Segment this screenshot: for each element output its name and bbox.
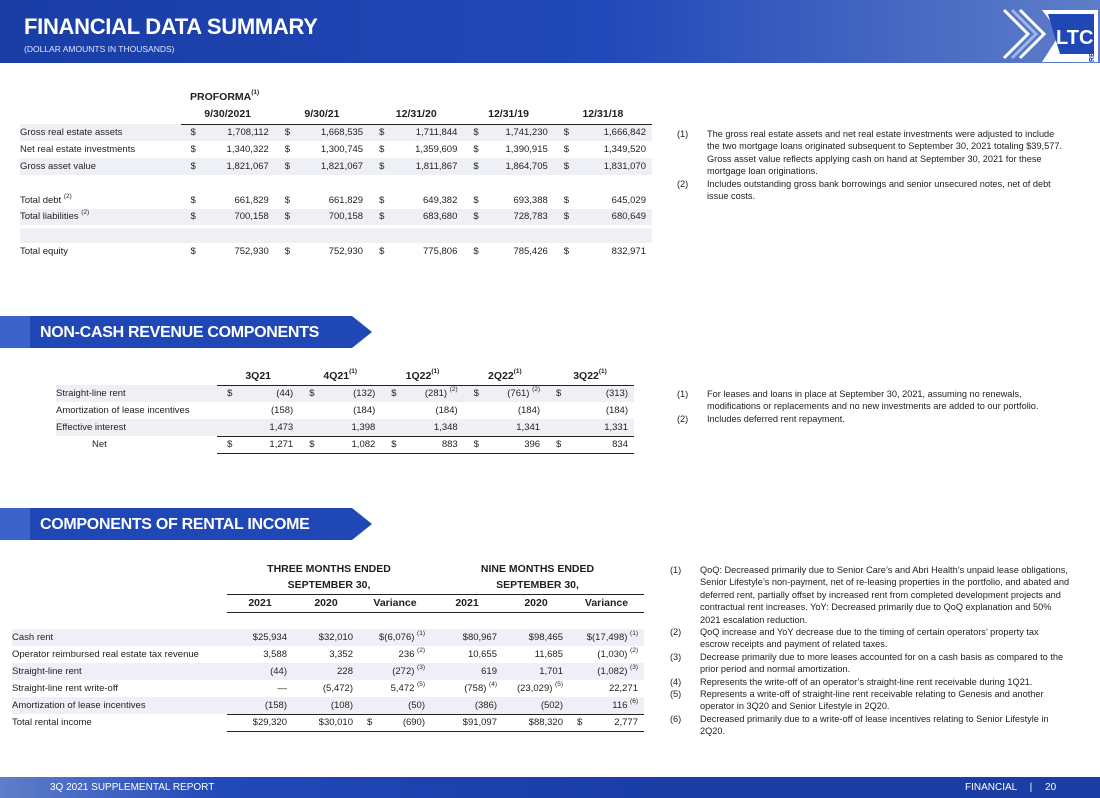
summary-footnotes (677, 128, 1069, 202)
summary-header-row (20, 104, 652, 124)
footnote: (4) Represents the write-off of an operator’s straight-line rent receivable during 1Q21. (670, 676, 1033, 687)
row-label: Gross asset value (20, 161, 97, 172)
footnote: (2) QoQ increase and YoY decrease due to the timing of certain operators’ property tax escrow receipts and payment of related taxes. (670, 627, 1039, 650)
three-months-header: THREE MONTHS ENDED (267, 562, 391, 575)
row-label: Straight-line rent write-off (12, 683, 118, 694)
row-label: Operator reimbursed real estate tax revenue (12, 649, 199, 660)
noncash-col-header: 3Q21 (217, 367, 299, 385)
row-label: Effective interest (56, 422, 127, 433)
footnote: (1) QoQ: Decreased primarily due to Senior Care’s and Abri Health’s unpaid lease obligations, Senior Lifestyle’s non-payment, net of re-leasing properties in the portfolio, and abated and deferred rent, partially offset by increased rent from completed development projects and contractual rent increases. YoY: Decreased primarily due to QoQ explanation and 50% 2021 escalation reduction. (670, 565, 1070, 625)
ltc-logo (998, 6, 1098, 62)
page-number: 20 (1045, 782, 1057, 793)
summary-col-header: 12/31/20 (369, 104, 463, 124)
footnote: (1) For leases and loans in place at September 30, 2021, assuming no renewals, modifications or replacements and no new investments are added to our portfolio. (677, 389, 1039, 412)
row-label: Cash rent (12, 632, 54, 643)
table-row: Straight-line rent write-off — (5,472) 5,472 $^{(5)}$ (758) $^{(4)}$ (23,029) $^{(5)}$ 22,271 (12, 680, 644, 697)
table-row: Operator reimbursed real estate tax revenue 3,588 3,352 236 $^{(2)}$ 10,655 11,685 (1,030) $^{(2)}$ (12, 646, 644, 663)
row-label: Total liabilities $^{(2)}$ (20, 209, 90, 223)
table-row: Amortization of lease incentives (158) (108) (50) (386) (502) 116 $^{(6)}$ (12, 697, 644, 714)
table-row: Total liabilities $^{(2)}$ $ 700,158 $ 700,158 $ 683,680 $ 728,783 $ 680,649 (20, 209, 652, 226)
rental-table (12, 560, 644, 732)
noncash-section-banner (0, 316, 372, 348)
rental-header-row (12, 594, 644, 612)
summary-col-header: 9/30/2021 (181, 104, 275, 124)
row-label: Straight-line rent (12, 666, 82, 677)
rental-col-header: 2021 (431, 594, 503, 612)
period-header: SEPTEMBER 30, (227, 577, 431, 594)
rental-section-banner (0, 508, 372, 540)
table-row: Gross real estate assets $ 1,708,112 $ 1,668,535 $ 1,711,844 $ 1,741,230 $ 1,666,842 (20, 124, 652, 141)
table-row: Straight-line rent (44) 228 (272) $^{(3)}$ 619 1,701 (1,082) $^{(3)}$ (12, 663, 644, 680)
noncash-col-header: 1Q22$^{(1)}$ (381, 367, 463, 385)
page-subtitle: (DOLLAR AMOUNTS IN THOUSANDS) (24, 44, 175, 54)
table-row: Total debt $^{(2)}$ $ 661,829 $ 661,829 $ 649,382 $ 693,388 $ 645,029 (20, 192, 652, 209)
period-header: SEPTEMBER 30, (431, 577, 644, 594)
table-row: Net $ 1,271 $ 1,082 $ 883 $ 396 $ 834 (56, 436, 634, 453)
noncash-footnotes (677, 388, 1069, 425)
summary-col-header: 12/31/19 (463, 104, 553, 124)
row-label: Straight-line rent (56, 388, 126, 399)
table-row: Total rental income $29,320 $30,010 $ (690) $91,097 $88,320 $ 2,777 (12, 714, 644, 731)
table-row: Straight-line rent $ (44) $ (132) $ (281) $^{(2)}$ $ (761) $^{(2)}$ $ (313) (56, 385, 634, 402)
row-label: Total rental income (12, 717, 92, 728)
row-label: Total debt $^{(2)}$ (20, 193, 72, 206)
footer-report-title: 3Q 2021 SUPPLEMENTAL REPORT (50, 782, 215, 793)
logo-sub-text: REIT (1089, 46, 1096, 62)
row-label: Net real estate investments (20, 144, 136, 155)
nine-months-header: NINE MONTHS ENDED (480, 562, 595, 575)
table-row: Total equity $ 752,930 $ 752,930 $ 775,806 $ 785,426 $ 832,971 (20, 243, 652, 260)
footnote: (3) Decrease primarily due to more leases accounted for on a cash basis as compared to the prior period and normal amortization. (670, 651, 1064, 675)
summary-table (20, 104, 652, 260)
rental-col-header: 2021 (227, 594, 293, 612)
noncash-header-row (56, 367, 634, 385)
row-label: Total equity (20, 246, 69, 257)
rental-col-header: Variance (359, 594, 431, 612)
rental-col-header: 2020 (293, 594, 359, 612)
table-row: Net real estate investments $ 1,340,322 $ 1,300,745 $ 1,359,609 $ 1,390,915 $ 1,349,520 (20, 141, 652, 158)
summary-col-header: 12/31/18 (554, 104, 652, 124)
footnote: (6) Decreased primarily due to a write-off of lease incentives relating to Senior Lifestyle in 2Q20. (670, 713, 1049, 737)
footnote: (2) Includes outstanding gross bank borrowings and senior unsecured notes, net of debt issue costs. (677, 178, 1051, 202)
footnote: (5) Represents a write-off of straight-line rent receivable relating to Genesis and another operator in 3Q20 and Senior Lifestyle in 2Q20. (670, 689, 1044, 712)
footer-section: FINANCIAL (965, 782, 1017, 793)
noncash-section-title: NON-CASH REVENUE COMPONENTS (40, 324, 320, 341)
table-row: Gross asset value $ 1,821,067 $ 1,821,067 $ 1,811,867 $ 1,864,705 $ 1,831,070 (20, 158, 652, 175)
footnote: (2) Includes deferred rent repayment. (677, 413, 845, 424)
rental-section-title: COMPONENTS OF RENTAL INCOME (40, 516, 310, 533)
row-label: Gross real estate assets (20, 127, 123, 138)
footnote: (1) The gross real estate assets and net real estate investments were adjusted to include the two mortgage loans originated subsequent to September 30, 2021 totaling $39,577. Gross asset value reflects applying cash on hand at September 30, 2021 for these mortgage loan originations. (677, 129, 1062, 177)
row-label: Net (92, 439, 107, 450)
rental-col-header: Variance (569, 594, 644, 612)
logo-text: LTC (1056, 27, 1094, 49)
table-row: Cash rent $25,934 $32,010 $(6,076) $^{(1)}$ $80,967 $98,465 $(17,498) $^{(1)}$ (12, 629, 644, 646)
noncash-col-header: 4Q21$^{(1)}$ (299, 367, 381, 385)
summary-col-header: 9/30/21 (275, 104, 369, 124)
proforma-label: PROFORMA$^{(1)}$ (190, 89, 260, 103)
footer-page-info (965, 782, 1056, 793)
row-label: Amortization of lease incentives (56, 405, 190, 416)
rental-col-header: 2020 (503, 594, 569, 612)
noncash-col-header: 2Q22$^{(1)}$ (464, 367, 546, 385)
noncash-table (56, 367, 634, 454)
footer-separator: | (1029, 782, 1033, 793)
rental-footnotes (670, 564, 1070, 738)
table-row: Amortization of lease incentives (158) (184) (184) (184) (184) (56, 402, 634, 419)
noncash-col-header: 3Q22$^{(1)}$ (546, 367, 634, 385)
row-label: Amortization of lease incentives (12, 700, 146, 711)
table-row: Effective interest 1,473 1,398 1,348 1,341 1,331 (56, 419, 634, 436)
page-title: FINANCIAL DATA SUMMARY (24, 14, 318, 39)
